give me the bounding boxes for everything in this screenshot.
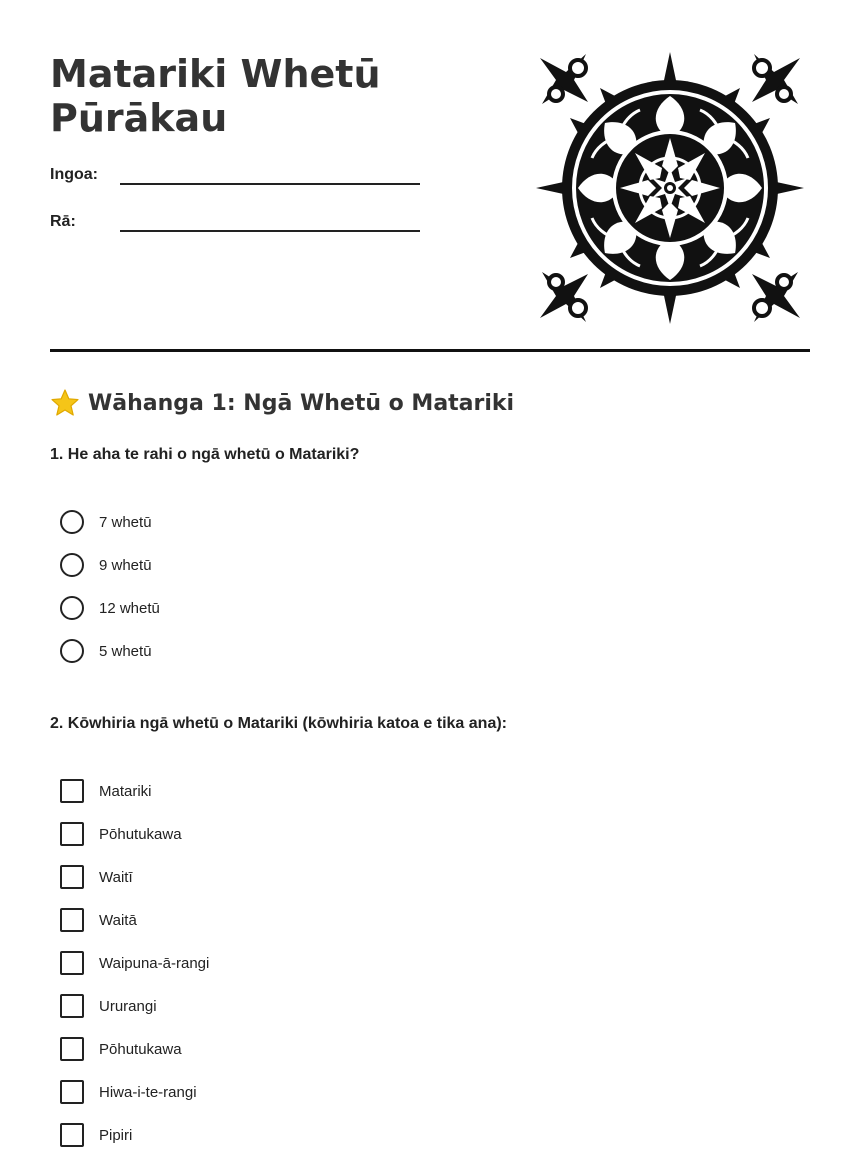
checkbox[interactable] — [60, 1123, 84, 1147]
q2-option[interactable] — [60, 1123, 132, 1147]
q1-option[interactable] — [60, 553, 152, 577]
checkbox[interactable] — [60, 1080, 84, 1104]
q2-option-label: Pōhutukawa — [99, 825, 182, 843]
q1-option-label: 9 whetū — [99, 556, 152, 574]
q2-option-label: Ururangi — [99, 997, 157, 1015]
radio-button[interactable] — [60, 596, 84, 620]
checkbox[interactable] — [60, 865, 84, 889]
q2-option-label: Waipuna-ā-rangi — [99, 954, 210, 972]
section-1-title-text: Wāhanga 1: Ngā Whetū o Matariki — [88, 390, 515, 416]
q2-option[interactable] — [60, 779, 152, 803]
checkbox[interactable] — [60, 1037, 84, 1061]
q2-option[interactable] — [60, 908, 137, 932]
name-input-line[interactable] — [120, 183, 420, 185]
q1-option[interactable] — [60, 510, 152, 534]
checkbox[interactable] — [60, 951, 84, 975]
question-2: 2. Kōwhiria ngā whetū o Matariki (kōwhiria katoa e tika ana): — [50, 715, 507, 732]
section-1-title — [50, 388, 514, 418]
date-input-line[interactable] — [120, 230, 420, 232]
name-label: Ingoa: — [50, 166, 98, 183]
q1-option[interactable] — [60, 596, 160, 620]
q2-option[interactable] — [60, 1080, 197, 1104]
checkbox[interactable] — [60, 908, 84, 932]
maori-pattern-emblem — [536, 50, 804, 328]
q2-option-label: Hiwa-i-te-rangi — [99, 1083, 197, 1101]
page-title: Matariki Whetū Pūrākau — [50, 52, 381, 140]
checkbox[interactable] — [60, 994, 84, 1018]
star-icon — [50, 388, 80, 418]
checkbox[interactable] — [60, 822, 84, 846]
q2-option-label: Waitī — [99, 868, 133, 886]
header-divider — [50, 349, 810, 352]
question-1: 1. He aha te rahi o ngā whetū o Matariki? — [50, 446, 360, 463]
radio-button[interactable] — [60, 639, 84, 663]
checkbox[interactable] — [60, 779, 84, 803]
date-label: Rā: — [50, 213, 76, 230]
q2-option[interactable] — [60, 822, 182, 846]
radio-button[interactable] — [60, 553, 84, 577]
q1-option-label: 7 whetū — [99, 513, 152, 531]
q1-option-label: 12 whetū — [99, 599, 160, 617]
q2-option[interactable] — [60, 865, 133, 889]
q2-option[interactable] — [60, 994, 157, 1018]
q2-option-label: Matariki — [99, 782, 152, 800]
q2-option[interactable] — [60, 951, 209, 975]
radio-button[interactable] — [60, 510, 84, 534]
q1-option-label: 5 whetū — [99, 642, 152, 660]
q1-option[interactable] — [60, 639, 152, 663]
q2-option-label: Pipiri — [99, 1126, 133, 1144]
q2-option[interactable] — [60, 1037, 182, 1061]
q2-option-label: Pōhutukawa — [99, 1040, 182, 1058]
q2-option-label: Waitā — [99, 911, 137, 929]
